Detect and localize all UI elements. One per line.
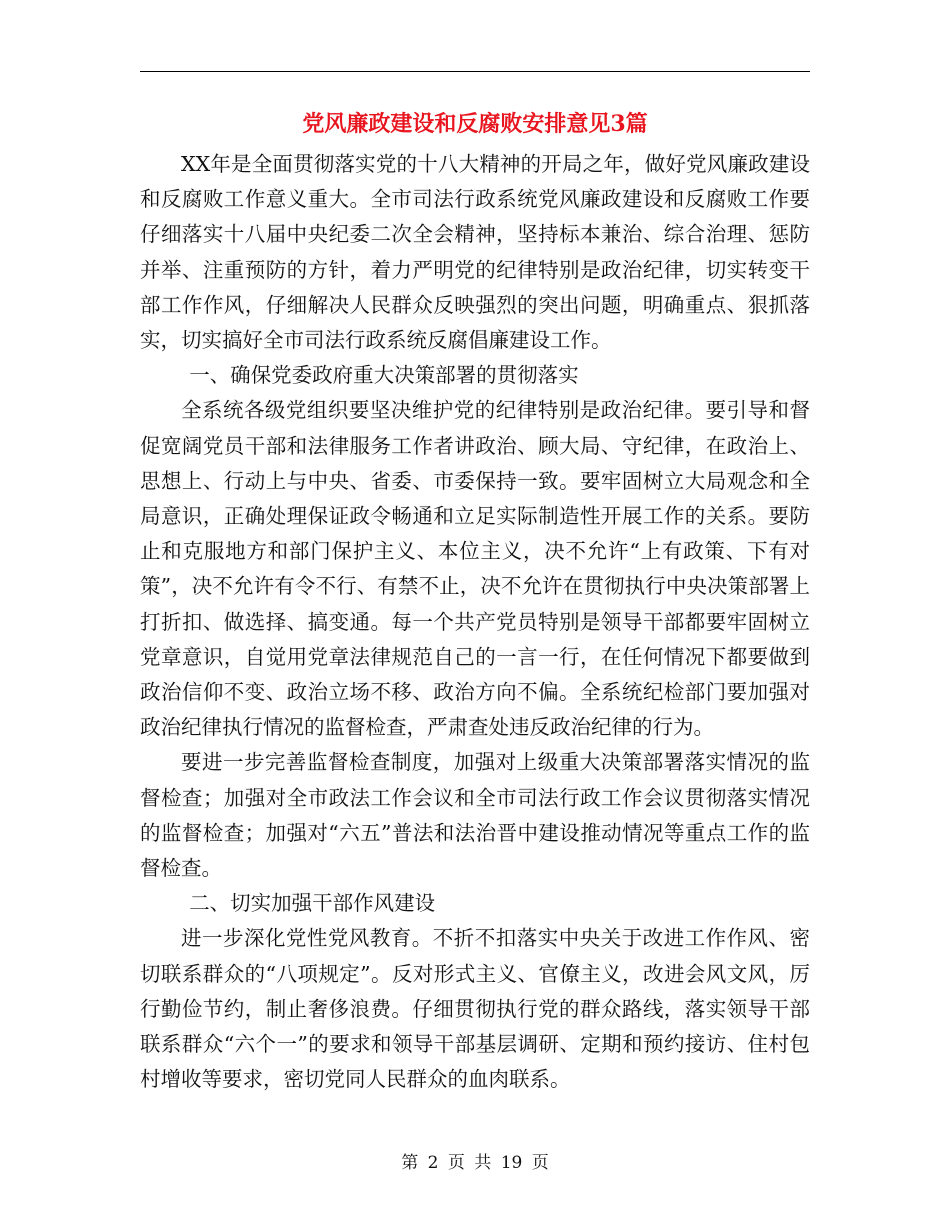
section-heading-2: 二、切实加强干部作风建设 [189, 891, 436, 916]
paragraph-supervision: 要进一步完善监督检查制度，加强对上级重大决策部署落实情况的监督检查；加强对全市政法工作会议和全市司法行政工作会议贯彻落实情况的监督检查；加强对“六五”普法和法治晋中建设推动情况等重点工作的监督检查。 [140, 750, 810, 881]
page-number-footer: 第 2 页 共 19 页 [401, 1153, 549, 1173]
paragraph-section-2: 进一步深化党性党风教育。不折不扣落实中央关于改进工作作风、密切联系群众的“八项规定”。反对形式主义、官僚主义，改进会风文风，厉行勤俭节约，制止奢侈浪费。仔细贯彻执行党的群众路线，落实领导干部联系群众“六个一”的要求和领导干部基层调研、定期和预约接访、住村包村增收等要求，密切党同人民群众的血肉联系。 [140, 926, 810, 1092]
document-title: 党风廉政建设和反腐败安排意见3篇 [302, 111, 648, 137]
paragraph-section-1: 全系统各级党组织要坚决维护党的纪律特别是政治纪律。要引导和督促宽阔党员干部和法律服务工作者讲政治、顾大局、守纪律，在政治上、思想上、行动上与中央、省委、市委保持一致。要牢固树立大局观念和全局意识，正确处理保证政令畅通和立足实际制造性开展工作的关系。要防止和克服地方和部门保护主义、本位主义，决不允许“上有政策、下有对策”，决不允许有令不行、有禁不止，决不允许在贯彻执行中央决策部署上打折扣、做选择、搞变通。每一个共产党员特别是领导干部都要牢固树立党章意识，自觉用党章法律规范自己的一言一行，在任何情况下都要做到政治信仰不变、政治立场不移、政治方向不偏。全系统纪检部门要加强对政治纪律执行情况的监督检查，严肃查处违反政治纪律的行为。 [140, 398, 810, 740]
paragraph-intro: XX年是全面贯彻落实党的十八大精神的开局之年，做好党风廉政建设和反腐败工作意义重大。全市司法行政系统党风廉政建设和反腐败工作要仔细落实十八届中央纪委二次全会精神，坚持标本兼治、综合治理、惩防并举、注重预防的方针，着力严明党的纪律特别是政治纪律，切实转变干部工作作风，仔细解决人民群众反映强烈的突出问题，明确重点、狠抓落实，切实搞好全市司法行政系统反腐倡廉建设工作。 [140, 152, 810, 353]
header-rule [140, 71, 810, 72]
section-heading-1: 一、确保党委政府重大决策部署的贯彻落实 [189, 363, 579, 388]
document-body [140, 147, 810, 1097]
